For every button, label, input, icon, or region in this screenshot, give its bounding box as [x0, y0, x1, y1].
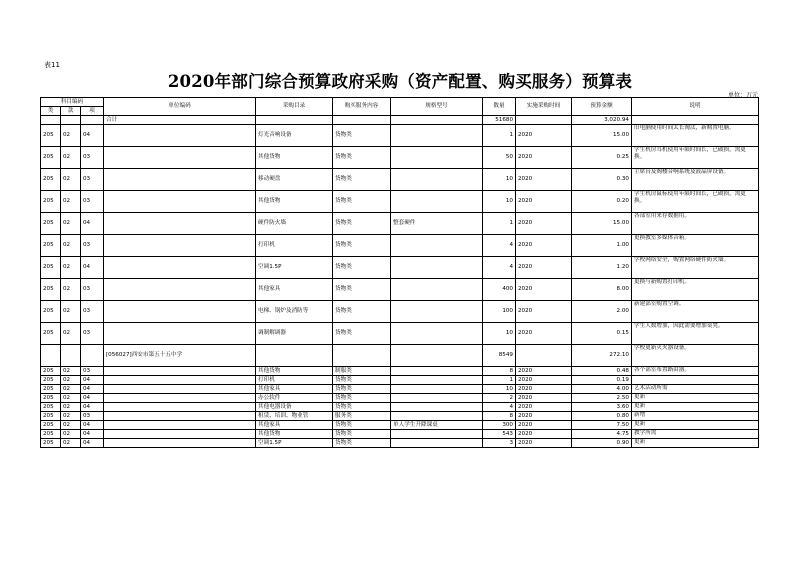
- cell-unit: [056027]西安市第五十五中学: [104, 345, 256, 367]
- cell-unit: [104, 430, 256, 439]
- cell-xiang: 04: [81, 385, 104, 394]
- header-qty: 数量: [483, 98, 516, 116]
- cell-unit: [104, 403, 256, 412]
- cell-xiang: 03: [81, 367, 104, 376]
- table-row: [41, 147, 759, 169]
- header-time: 实施采购时间: [516, 98, 572, 116]
- cell-service: 货物类: [333, 235, 391, 257]
- cell-qty: 3: [483, 439, 516, 448]
- cell-note: [632, 376, 759, 385]
- table-row: [41, 345, 759, 367]
- cell-qty: 2: [483, 394, 516, 403]
- table-row: [41, 169, 759, 191]
- table-row: [41, 430, 759, 439]
- cell-lei: 205: [41, 421, 61, 430]
- cell-time: 2020: [516, 439, 572, 448]
- cell-note: 更新: [632, 439, 759, 448]
- cell-time: 2020: [516, 301, 572, 323]
- cell-note: 学生机房耳机使用年限时间长，已破损，需更换。: [632, 147, 759, 169]
- cell-qty: 4: [483, 257, 516, 279]
- cell-kuan: 02: [61, 385, 81, 394]
- cell-xiang: 03: [81, 147, 104, 169]
- cell-spec: [391, 394, 483, 403]
- cell-amount: 2.00: [572, 301, 632, 323]
- cell-amount: 0.80: [572, 412, 632, 421]
- cell-service: [333, 345, 391, 367]
- cell-spec: [391, 279, 483, 301]
- cell-time: 2020: [516, 376, 572, 385]
- cell-kuan: 02: [61, 191, 81, 213]
- budget-table: [40, 97, 759, 448]
- cell-amount: 8.00: [572, 279, 632, 301]
- cell-amount: 7.50: [572, 421, 632, 430]
- header-kuan: 款: [61, 107, 81, 116]
- table-row: [41, 191, 759, 213]
- cell-lei: 205: [41, 403, 61, 412]
- cell-spec: [391, 430, 483, 439]
- table-row: [41, 421, 759, 430]
- cell-catalog: 空调1.5P: [256, 439, 333, 448]
- cell-note: 更换教室多媒体音箱。: [632, 235, 759, 257]
- cell-xiang: [81, 116, 104, 125]
- cell-lei: [41, 345, 61, 367]
- cell-amount: 0.19: [572, 376, 632, 385]
- cell-note: 更换与新购置打印机。: [632, 279, 759, 301]
- cell-unit: [104, 257, 256, 279]
- cell-spec: [391, 147, 483, 169]
- cell-time: 2020: [516, 279, 572, 301]
- cell-catalog: 其他货物: [256, 430, 333, 439]
- cell-catalog: [256, 116, 333, 125]
- table-number: 表11: [44, 61, 60, 69]
- cell-time: 2020: [516, 394, 572, 403]
- cell-lei: 205: [41, 439, 61, 448]
- cell-unit: [104, 412, 256, 421]
- cell-amount: 1.20: [572, 257, 632, 279]
- cell-note: 教学所需: [632, 430, 759, 439]
- cell-time: 2020: [516, 412, 572, 421]
- cell-lei: 205: [41, 125, 61, 147]
- cell-service: 货物类: [333, 394, 391, 403]
- table-row: [41, 376, 759, 385]
- cell-amount: 272.10: [572, 345, 632, 367]
- cell-lei: 205: [41, 257, 61, 279]
- cell-service: 货物类: [333, 191, 391, 213]
- cell-unit: [104, 169, 256, 191]
- cell-qty: 543: [483, 430, 516, 439]
- cell-note: 主席台及阁楼音响系统及液晶屏设备。: [632, 169, 759, 191]
- cell-service: 货物类: [333, 385, 391, 394]
- table-row: [41, 279, 759, 301]
- cell-xiang: 04: [81, 430, 104, 439]
- cell-xiang: 03: [81, 169, 104, 191]
- cell-catalog: 电梯、锅炉及消防等: [256, 301, 333, 323]
- cell-spec: 整套硬件: [391, 213, 483, 235]
- cell-unit: [104, 367, 256, 376]
- cell-xiang: 04: [81, 394, 104, 403]
- cell-unit: [104, 301, 256, 323]
- cell-lei: 205: [41, 412, 61, 421]
- header-subject-code: 科目编码: [41, 98, 104, 107]
- cell-catalog: 灯光音响设备: [256, 125, 333, 147]
- cell-unit: [104, 125, 256, 147]
- cell-kuan: 02: [61, 421, 81, 430]
- cell-lei: [41, 116, 61, 125]
- cell-xiang: 03: [81, 235, 104, 257]
- cell-unit: [104, 421, 256, 430]
- cell-time: 2020: [516, 257, 572, 279]
- cell-amount: 4.00: [572, 385, 632, 394]
- cell-xiang: 04: [81, 403, 104, 412]
- cell-qty: 8: [483, 412, 516, 421]
- cell-qty: 10: [483, 169, 516, 191]
- cell-service: 货物类: [333, 257, 391, 279]
- cell-time: 2020: [516, 191, 572, 213]
- cell-catalog: [256, 345, 333, 367]
- cell-lei: 205: [41, 430, 61, 439]
- cell-spec: [391, 385, 483, 394]
- cell-service: 货物类: [333, 125, 391, 147]
- cell-catalog: 硬件防火墙: [256, 213, 333, 235]
- cell-kuan: 02: [61, 439, 81, 448]
- cell-kuan: 02: [61, 376, 81, 385]
- cell-amount: 0.25: [572, 147, 632, 169]
- cell-lei: 205: [41, 147, 61, 169]
- cell-spec: [391, 376, 483, 385]
- unit-label: 单位：万元: [727, 92, 758, 99]
- cell-kuan: 02: [61, 257, 81, 279]
- cell-time: 2020: [516, 323, 572, 345]
- cell-qty: 10: [483, 385, 516, 394]
- header-catalog: 采购目录: [256, 98, 333, 116]
- cell-kuan: 02: [61, 125, 81, 147]
- cell-qty: 10: [483, 323, 516, 345]
- cell-time: 2020: [516, 403, 572, 412]
- cell-catalog: 空调1.5P: [256, 257, 333, 279]
- header-amount: 预算金额: [572, 98, 632, 116]
- cell-kuan: [61, 345, 81, 367]
- cell-service: 货物类: [333, 430, 391, 439]
- cell-amount: 1.00: [572, 235, 632, 257]
- cell-catalog: 其他家具: [256, 279, 333, 301]
- cell-spec: [391, 367, 483, 376]
- cell-note: 学生机房鼠标使用年限时间长，已破损，需更换。: [632, 191, 759, 213]
- cell-xiang: 03: [81, 191, 104, 213]
- table-row: [41, 301, 759, 323]
- cell-qty: 8549: [483, 345, 516, 367]
- cell-time: [516, 345, 572, 367]
- cell-service: [333, 116, 391, 125]
- cell-spec: [391, 125, 483, 147]
- cell-note: 新增: [632, 412, 759, 421]
- cell-xiang: 03: [81, 301, 104, 323]
- table-row: [41, 385, 759, 394]
- cell-lei: 205: [41, 376, 61, 385]
- cell-service: 货物类: [333, 403, 391, 412]
- cell-kuan: 02: [61, 213, 81, 235]
- cell-qty: 51680: [483, 116, 516, 125]
- table-row: [41, 213, 759, 235]
- cell-lei: 205: [41, 301, 61, 323]
- cell-kuan: 02: [61, 301, 81, 323]
- cell-unit: [104, 385, 256, 394]
- cell-kuan: 02: [61, 430, 81, 439]
- table-row: [41, 116, 759, 125]
- cell-spec: [391, 169, 483, 191]
- header-unit-code: 单位编码: [104, 98, 256, 116]
- cell-time: [516, 116, 572, 125]
- cell-spec: [391, 235, 483, 257]
- cell-lei: 205: [41, 191, 61, 213]
- cell-catalog: 其他货物: [256, 367, 333, 376]
- cell-time: 2020: [516, 421, 572, 430]
- table-row: [41, 412, 759, 421]
- cell-unit: [104, 323, 256, 345]
- cell-lei: 205: [41, 367, 61, 376]
- cell-unit: [104, 213, 256, 235]
- cell-spec: [391, 191, 483, 213]
- cell-note: 艺术活动所需: [632, 385, 759, 394]
- cell-spec: 单人学生升降课桌: [391, 421, 483, 430]
- table-row: [41, 235, 759, 257]
- cell-time: 2020: [516, 169, 572, 191]
- cell-spec: [391, 301, 483, 323]
- cell-kuan: 02: [61, 279, 81, 301]
- cell-qty: 8: [483, 367, 516, 376]
- cell-service: 货物类: [333, 301, 391, 323]
- cell-spec: [391, 257, 483, 279]
- cell-spec: [391, 412, 483, 421]
- header-lei: 类: [41, 107, 61, 116]
- cell-lei: 205: [41, 279, 61, 301]
- cell-qty: 400: [483, 279, 516, 301]
- cell-service: 货物类: [333, 213, 391, 235]
- header-note: 说明: [632, 98, 759, 116]
- cell-note: 各部室用来存数据用。: [632, 213, 759, 235]
- cell-unit: [104, 394, 256, 403]
- cell-lei: 205: [41, 394, 61, 403]
- cell-catalog: 其他家具: [256, 421, 333, 430]
- cell-xiang: 03: [81, 412, 104, 421]
- cell-catalog: 调制解调器: [256, 323, 333, 345]
- table-row: [41, 394, 759, 403]
- cell-kuan: 02: [61, 169, 81, 191]
- cell-time: 2020: [516, 385, 572, 394]
- cell-kuan: 02: [61, 367, 81, 376]
- cell-note: 学生人数增加，因此需要增加桌凳。: [632, 323, 759, 345]
- header-spec: 规格型号: [391, 98, 483, 116]
- cell-xiang: 04: [81, 257, 104, 279]
- cell-note: 更新: [632, 403, 759, 412]
- cell-unit: [104, 376, 256, 385]
- cell-amount: 0.30: [572, 169, 632, 191]
- cell-qty: 100: [483, 301, 516, 323]
- cell-time: 2020: [516, 235, 572, 257]
- cell-note: 学校网络安全，购置网络硬件防火墙。: [632, 257, 759, 279]
- cell-qty: 1: [483, 213, 516, 235]
- cell-note: 更新: [632, 421, 759, 430]
- cell-lei: 205: [41, 323, 61, 345]
- table-row: [41, 125, 759, 147]
- cell-kuan: [61, 116, 81, 125]
- cell-amount: 0.20: [572, 191, 632, 213]
- cell-note: 新建部室购置空调。: [632, 301, 759, 323]
- cell-qty: 4: [483, 403, 516, 412]
- cell-xiang: 03: [81, 279, 104, 301]
- cell-time: 2020: [516, 213, 572, 235]
- cell-spec: [391, 323, 483, 345]
- cell-spec: [391, 439, 483, 448]
- cell-time: 2020: [516, 147, 572, 169]
- cell-catalog: 其他货物: [256, 147, 333, 169]
- header-xiang: 项: [81, 107, 104, 116]
- cell-unit: [104, 235, 256, 257]
- cell-service: 服务类: [333, 412, 391, 421]
- cell-note: 旧电脑使用时间太长淘汰，新购置电脑。: [632, 125, 759, 147]
- header-service: 购买服务内容: [333, 98, 391, 116]
- cell-xiang: 04: [81, 213, 104, 235]
- cell-service: 制服类: [333, 367, 391, 376]
- cell-time: 2020: [516, 125, 572, 147]
- cell-unit: [104, 191, 256, 213]
- cell-lei: 205: [41, 169, 61, 191]
- cell-amount: 15.00: [572, 213, 632, 235]
- cell-service: 货物类: [333, 147, 391, 169]
- cell-spec: [391, 403, 483, 412]
- cell-xiang: [81, 345, 104, 367]
- cell-catalog: 其他家具: [256, 385, 333, 394]
- cell-qty: 50: [483, 147, 516, 169]
- cell-note: [632, 116, 759, 125]
- cell-kuan: 02: [61, 235, 81, 257]
- cell-lei: 205: [41, 385, 61, 394]
- page-title: 2020年部门综合预算政府采购（资产配置、购买服务）预算表: [167, 72, 633, 91]
- cell-catalog: 移动硬盘: [256, 169, 333, 191]
- cell-catalog: 打印机: [256, 235, 333, 257]
- cell-service: 货物类: [333, 439, 391, 448]
- cell-unit: [104, 279, 256, 301]
- cell-unit: 合计: [104, 116, 256, 125]
- cell-note: 各个部室布置路由器。: [632, 367, 759, 376]
- cell-unit: [104, 439, 256, 448]
- cell-xiang: 04: [81, 125, 104, 147]
- cell-amount: 0.15: [572, 323, 632, 345]
- cell-catalog: 其他货物: [256, 191, 333, 213]
- cell-xiang: 04: [81, 439, 104, 448]
- cell-amount: 15.00: [572, 125, 632, 147]
- cell-qty: 10: [483, 191, 516, 213]
- cell-xiang: 03: [81, 323, 104, 345]
- cell-amount: 0.48: [572, 367, 632, 376]
- cell-catalog: 办公软件: [256, 394, 333, 403]
- cell-qty: 1: [483, 125, 516, 147]
- cell-catalog: 打印机: [256, 376, 333, 385]
- cell-time: 2020: [516, 367, 572, 376]
- cell-time: 2020: [516, 430, 572, 439]
- cell-catalog: 租赁、培训、物业管: [256, 412, 333, 421]
- cell-amount: 0.90: [572, 439, 632, 448]
- cell-service: 货物类: [333, 169, 391, 191]
- cell-lei: 205: [41, 235, 61, 257]
- cell-qty: 1: [483, 376, 516, 385]
- cell-unit: [104, 147, 256, 169]
- cell-qty: 300: [483, 421, 516, 430]
- table-row: [41, 323, 759, 345]
- cell-kuan: 02: [61, 403, 81, 412]
- cell-amount: 4.75: [572, 430, 632, 439]
- table-row: [41, 367, 759, 376]
- cell-spec: [391, 345, 483, 367]
- cell-spec: [391, 116, 483, 125]
- cell-service: 货物类: [333, 323, 391, 345]
- table-row: [41, 403, 759, 412]
- cell-amount: 3,020.94: [572, 116, 632, 125]
- cell-xiang: 04: [81, 421, 104, 430]
- cell-kuan: 02: [61, 412, 81, 421]
- cell-note: 学校更新灭火器设备。: [632, 345, 759, 367]
- cell-xiang: 04: [81, 376, 104, 385]
- table-row: [41, 439, 759, 448]
- cell-kuan: 02: [61, 147, 81, 169]
- cell-kuan: 02: [61, 323, 81, 345]
- cell-amount: 2.50: [572, 394, 632, 403]
- cell-amount: 3.60: [572, 403, 632, 412]
- cell-catalog: 其他电器设备: [256, 403, 333, 412]
- cell-note: 更新: [632, 394, 759, 403]
- cell-service: 货物类: [333, 376, 391, 385]
- cell-service: 货物类: [333, 279, 391, 301]
- cell-lei: 205: [41, 213, 61, 235]
- cell-qty: 4: [483, 235, 516, 257]
- table-row: [41, 257, 759, 279]
- cell-kuan: 02: [61, 394, 81, 403]
- cell-service: 货物类: [333, 421, 391, 430]
